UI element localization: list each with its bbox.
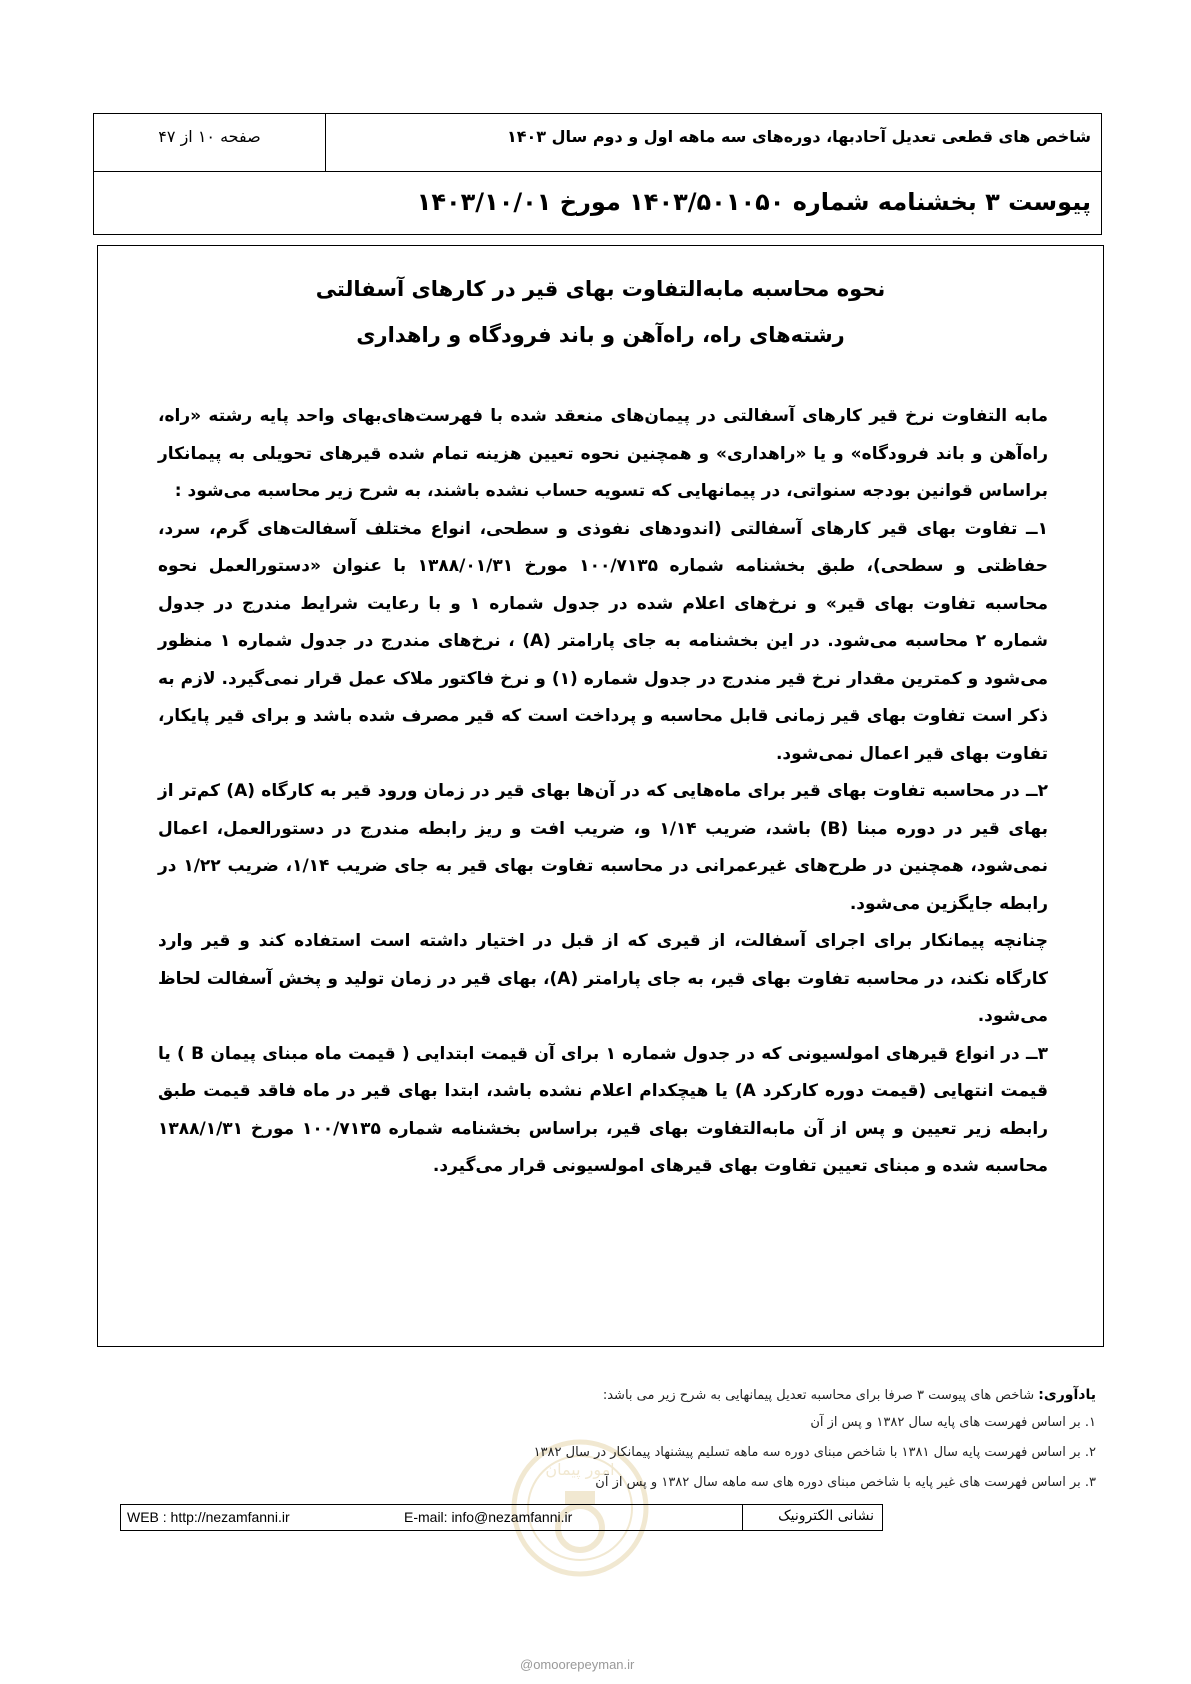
watermark-credit: @omoorepeyman.ir <box>520 1657 635 1672</box>
footnotes <box>196 1383 1096 1498</box>
website-link[interactable]: WEB : http://nezamfanni.ir <box>127 1509 290 1525</box>
paragraph-3: ۳ــ در انواع قیرهای امولسیونی که در جدول شماره ۱ برای آن قیمت ابتدایی ( قیمت ماه مبنای پیمان B ) یا قیمت انتهایی (قیمت دوره کارکرد A) یا هیچکدام اعلام نشده باشد، ابتدا بهای قیر در ماه فاقد قیمت طبق رابطه زیر تعیین و پس از آن مابه‌التفاوت بهای قیر، براساس بخشنامه شماره ۱۰۰/۷۱۳۵ مورخ ۱۳۸۸/۱/۳۱ محاسبه شده و مبنای تعیین تفاوت بهای قیرهای امولسیونی قرار می‌گیرد. <box>158 1043 1048 1176</box>
paragraph-2-note: چنانچه پیمانکار برای اجرای آسفالت، از قیری که از قبل در اختیار داشته است استفاده کند و قیر وارد کارگاه نکند، در محاسبه تفاوت بهای قیر، به جای پارامتر (A)، بهای قیر در زمان تولید و پخش آسفالت لحاظ می‌شود. <box>158 931 1048 1026</box>
contact-strip <box>120 1504 883 1531</box>
note-item: ۳. بر اساس فهرست های غیر پایه با شاخص مبنای دوره های سه ماهه سال ۱۳۸۲ و پس از آن <box>595 1475 1096 1490</box>
section-title-line-1: نحوه محاسبه مابه‌التفاوت بهای قیر در کارهای آسفالتی <box>315 277 886 301</box>
header-subtitle: پیوست ۳ بخشنامه شماره ۱۴۰۳/۵۰۱۰۵۰ مورخ ۱۴۰۳/۱۰/۰۱ <box>416 188 1091 216</box>
note-item: ۲. بر اساس فهرست پایه سال ۱۳۸۱ با شاخص مبنای دوره سه ماهه تسلیم پیشنهاد پیمانکار در سال ۱۳۸۲ <box>533 1445 1096 1460</box>
content-box <box>97 245 1104 1347</box>
section-title <box>98 266 1103 358</box>
document-header <box>93 113 1102 235</box>
page-number: صفحه ۱۰ از ۴۷ <box>158 127 261 146</box>
body-text <box>158 398 1048 1186</box>
seal-text: امور پیمان <box>545 1460 615 1479</box>
section-title-line-2: رشته‌های راه، راه‌آهن و باند فرودگاه و راهداری <box>356 323 845 347</box>
paragraph-1: ۱ــ تفاوت بهای قیر کارهای آسفالتی (اندودهای نفوذی و سطحی، انواع مختلف آسفالت‌های گرم، سرد، حفاظتی و سطحی)، طبق بخشنامه شماره ۱۰۰/۷۱۳۵ مورخ ۱۳۸۸/۰۱/۳۱ با عنوان «دستورالعمل نحوه محاسبه تفاوت بهای قیر» و نرخ‌های اعلام شده در جدول شماره ۱ و با رعایت شرایط مندرج در جدول شماره ۲ محاسبه می‌شود. در این بخشنامه به جای پارامتر (A) ، نرخ‌های مندرج در جدول شماره ۱ منظور می‌شود و کمترین مقدار نرخ قیر مندرج در جدول شماره (۱) و نرخ فاکتور ملاک عمل قرار نمی‌گیرد. لازم به ذکر است تفاوت بهای قیر زمانی قابل محاسبه و پرداخت است که قیر مصرف شده باشد و برای قیر پایکار، تفاوت بهای قیر اعمال نمی‌شود. <box>158 518 1049 764</box>
note-label: یادآوری: <box>1038 1387 1096 1403</box>
paragraph-2: ۲ــ در محاسبه تفاوت بهای قیر برای ماه‌هایی که در آن‌ها بهای قیر در زمان ورود قیر به کارگاه (A) کم‌تر از بهای قیر در دوره مبنا (B) باشد، ضریب ۱/۱۴ و، ضریب افت و ریز رابطه مندرج در دستورالعمل، اعمال نمی‌شود، همچنین در طرح‌های غیرعمرانی در محاسبه تفاوت بهای قیر به جای ضریب ۱/۱۴، ضریب ۱/۲۲ در رابطه جایگزین می‌شود. <box>158 781 1048 914</box>
contact-label: نشانی الکترونیک <box>742 1505 882 1530</box>
header-top-row <box>94 114 1101 172</box>
note-intro: شاخص های پیوست ۳ صرفا برای محاسبه تعدیل پیمانهایی به شرح زیر می باشد: <box>602 1388 1035 1403</box>
header-title: شاخص های قطعی تعدیل آحادبها، دوره‌های سه ماهه اول و دوم سال ۱۴۰۳ <box>325 114 1101 171</box>
note-item: ۱. بر اساس فهرست های پایه سال ۱۳۸۲ و پس از آن <box>810 1415 1096 1430</box>
note-header <box>196 1383 1096 1408</box>
paragraph-intro: مابه التفاوت نرخ قیر کارهای آسفالتی در پیمان‌های منعقد شده با فهرست‌های‌بهای واحد پایه رشته «راه، راه‌آهن و باند فرودگاه» و یا «راهداری» و همچنین نحوه تعیین هزینه تمام شده قیرهای تحویلی به پیمانکار براساس قوانین بودجه سنواتی، در پیمانهایی که تسویه حساب نشده باشند، به شرح زیر محاسبه می‌شود : <box>158 406 1048 501</box>
email-link[interactable]: E-mail: info@nezamfanni.ir <box>404 1509 573 1525</box>
